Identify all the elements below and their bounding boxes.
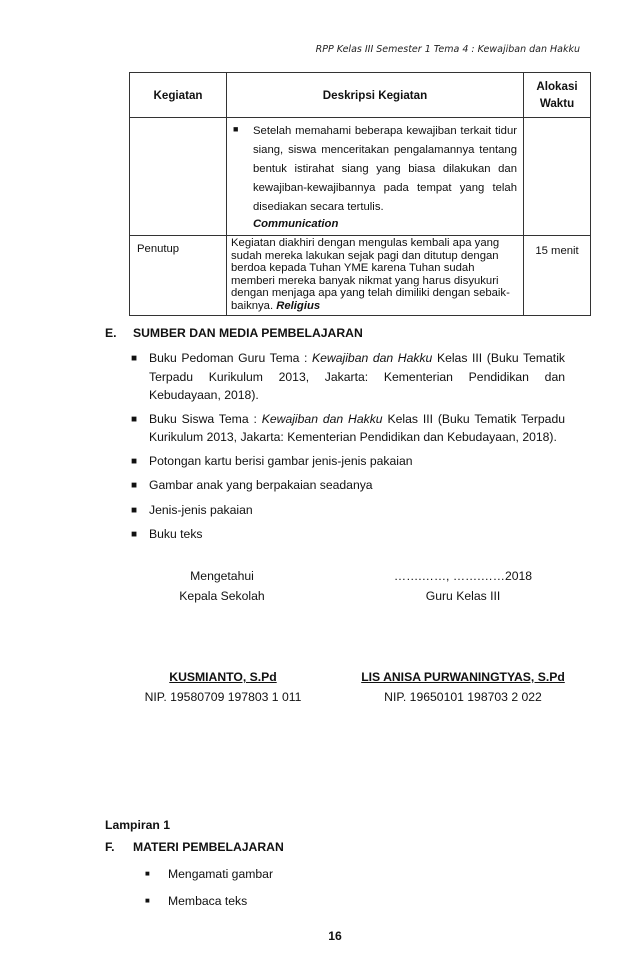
square-bullet-icon: ■ xyxy=(233,124,239,134)
list-item xyxy=(145,867,284,881)
table-row xyxy=(130,118,591,236)
lampiran-label: Lampiran 1 xyxy=(105,818,171,832)
header-deskripsi: Deskripsi Kegiatan xyxy=(227,73,524,118)
list-item xyxy=(145,894,284,908)
section-e-heading: SUMBER DAN MEDIA PEMBELAJARAN xyxy=(133,326,363,340)
page-number: 16 xyxy=(328,929,342,943)
item-text: Kelas III (Buku Tematik Terpadu Kurikulum 2013, Jakarta: Kementerian Pendidikan dan Kebudayaan, 2018). xyxy=(149,351,565,402)
header-alokasi-line2: Waktu xyxy=(539,97,575,110)
item-italic: Kewajiban dan Hakku xyxy=(261,411,383,426)
section-e-letter: E. xyxy=(105,326,117,340)
row1-deskripsi-cell xyxy=(227,118,524,236)
square-bullet-icon: ■ xyxy=(145,896,150,905)
header-alokasi-line1: Alokasi xyxy=(536,80,578,93)
sig-right-line2: Guru Kelas III xyxy=(425,589,501,603)
item-text: Kelas III (Buku Tematik Terpadu Kurikulum 2013, Jakarta: Kementerian Pendidikan dan Kebudayaan, 2018). xyxy=(149,411,565,444)
table-row xyxy=(130,236,591,316)
list-item xyxy=(131,349,565,405)
sig-left-name: KUSMIANTO, S.Pd xyxy=(169,670,277,684)
sig-left-nip: NIP. 19580709 197803 1 011 xyxy=(144,690,302,704)
square-bullet-icon: ■ xyxy=(131,504,138,516)
section-e-title xyxy=(105,326,565,340)
item-italic: Kewajiban dan Hakku xyxy=(312,351,433,365)
list-item xyxy=(131,410,565,447)
square-bullet-icon: ■ xyxy=(131,455,138,467)
sig-right-line1: …….……, …….……2018 xyxy=(393,569,533,583)
item-text: Potongan kartu berisi gambar jenis-jenis pakaian xyxy=(149,453,413,468)
section-f-letter: F. xyxy=(105,840,115,854)
section-materi xyxy=(105,840,284,908)
row1-alokasi-cell xyxy=(524,118,591,236)
item-text: Buku Siswa Tema : xyxy=(149,411,262,426)
signature-right-title xyxy=(370,566,556,606)
row1-kegiatan-cell xyxy=(130,118,227,236)
square-bullet-icon: ■ xyxy=(131,529,138,540)
row2-alokasi: 15 menit xyxy=(524,236,591,316)
list-item xyxy=(131,452,565,472)
sig-right-nip: NIP. 19650101 198703 2 022 xyxy=(384,690,542,704)
square-bullet-icon: ■ xyxy=(131,480,138,491)
sig-right-name: LIS ANISA PURWANINGTYAS, S.Pd xyxy=(361,670,565,684)
item-text: Buku Pedoman Guru Tema : xyxy=(149,351,313,365)
sig-left-line2: Kepala Sekolah xyxy=(179,589,265,603)
running-header: RPP Kelas III Semester 1 Tema 4 : Kewajiban dan Hakku xyxy=(315,44,580,55)
row1-bullet-text: Setelah memahami beberapa kewajiban terkait tidur siang, siswa menceritakan pengalamannya tentang bentuk istirahat siang yang biasa dilakukan dan kewajiban-kewajibannya pada tempat yang telah disediakan secara tertulis. xyxy=(253,125,517,213)
section-f-title xyxy=(105,840,284,854)
activity-table xyxy=(129,72,591,316)
list-item xyxy=(131,501,565,521)
signature-right-name-block xyxy=(350,667,576,707)
sumber-list xyxy=(105,349,565,545)
square-bullet-icon: ■ xyxy=(131,353,138,364)
materi-item: Mengamati gambar xyxy=(168,867,273,881)
signature-left-title xyxy=(140,566,304,606)
section-f-heading: MATERI PEMBELAJARAN xyxy=(133,840,284,854)
item-text: Gambar anak yang berpakaian seadanya xyxy=(149,478,373,492)
header-alokasi xyxy=(524,73,591,118)
row1-tag: Communication xyxy=(253,218,339,230)
square-bullet-icon: ■ xyxy=(145,869,150,878)
section-sumber-media xyxy=(105,326,565,550)
row2-tag: Religius xyxy=(276,299,321,312)
row2-desc-text: Kegiatan diakhiri dengan mengulas kembali apa yang sudah mereka lakukan sejak pagi dan ditutup dengan berdoa kepada Tuhan YME karena Tuhan sudah memberi mereka banyak nikmat yang harus disyukuri dengan menjaga apa yang telah dimiliki dengan sebaik-baiknya. xyxy=(231,237,510,312)
list-item xyxy=(131,525,565,545)
table-header-row xyxy=(130,73,591,118)
item-text: Buku teks xyxy=(149,527,203,541)
sig-left-line1: Mengetahui xyxy=(190,569,254,583)
item-text: Jenis-jenis pakaian xyxy=(149,502,253,517)
row2-deskripsi-cell xyxy=(227,236,524,316)
signature-left-name-block xyxy=(128,667,318,707)
materi-item: Membaca teks xyxy=(168,894,248,908)
row2-kegiatan: Penutup xyxy=(130,236,227,316)
header-kegiatan: Kegiatan xyxy=(130,73,227,118)
square-bullet-icon: ■ xyxy=(131,413,138,425)
list-item xyxy=(131,476,565,496)
list-item xyxy=(233,122,517,217)
